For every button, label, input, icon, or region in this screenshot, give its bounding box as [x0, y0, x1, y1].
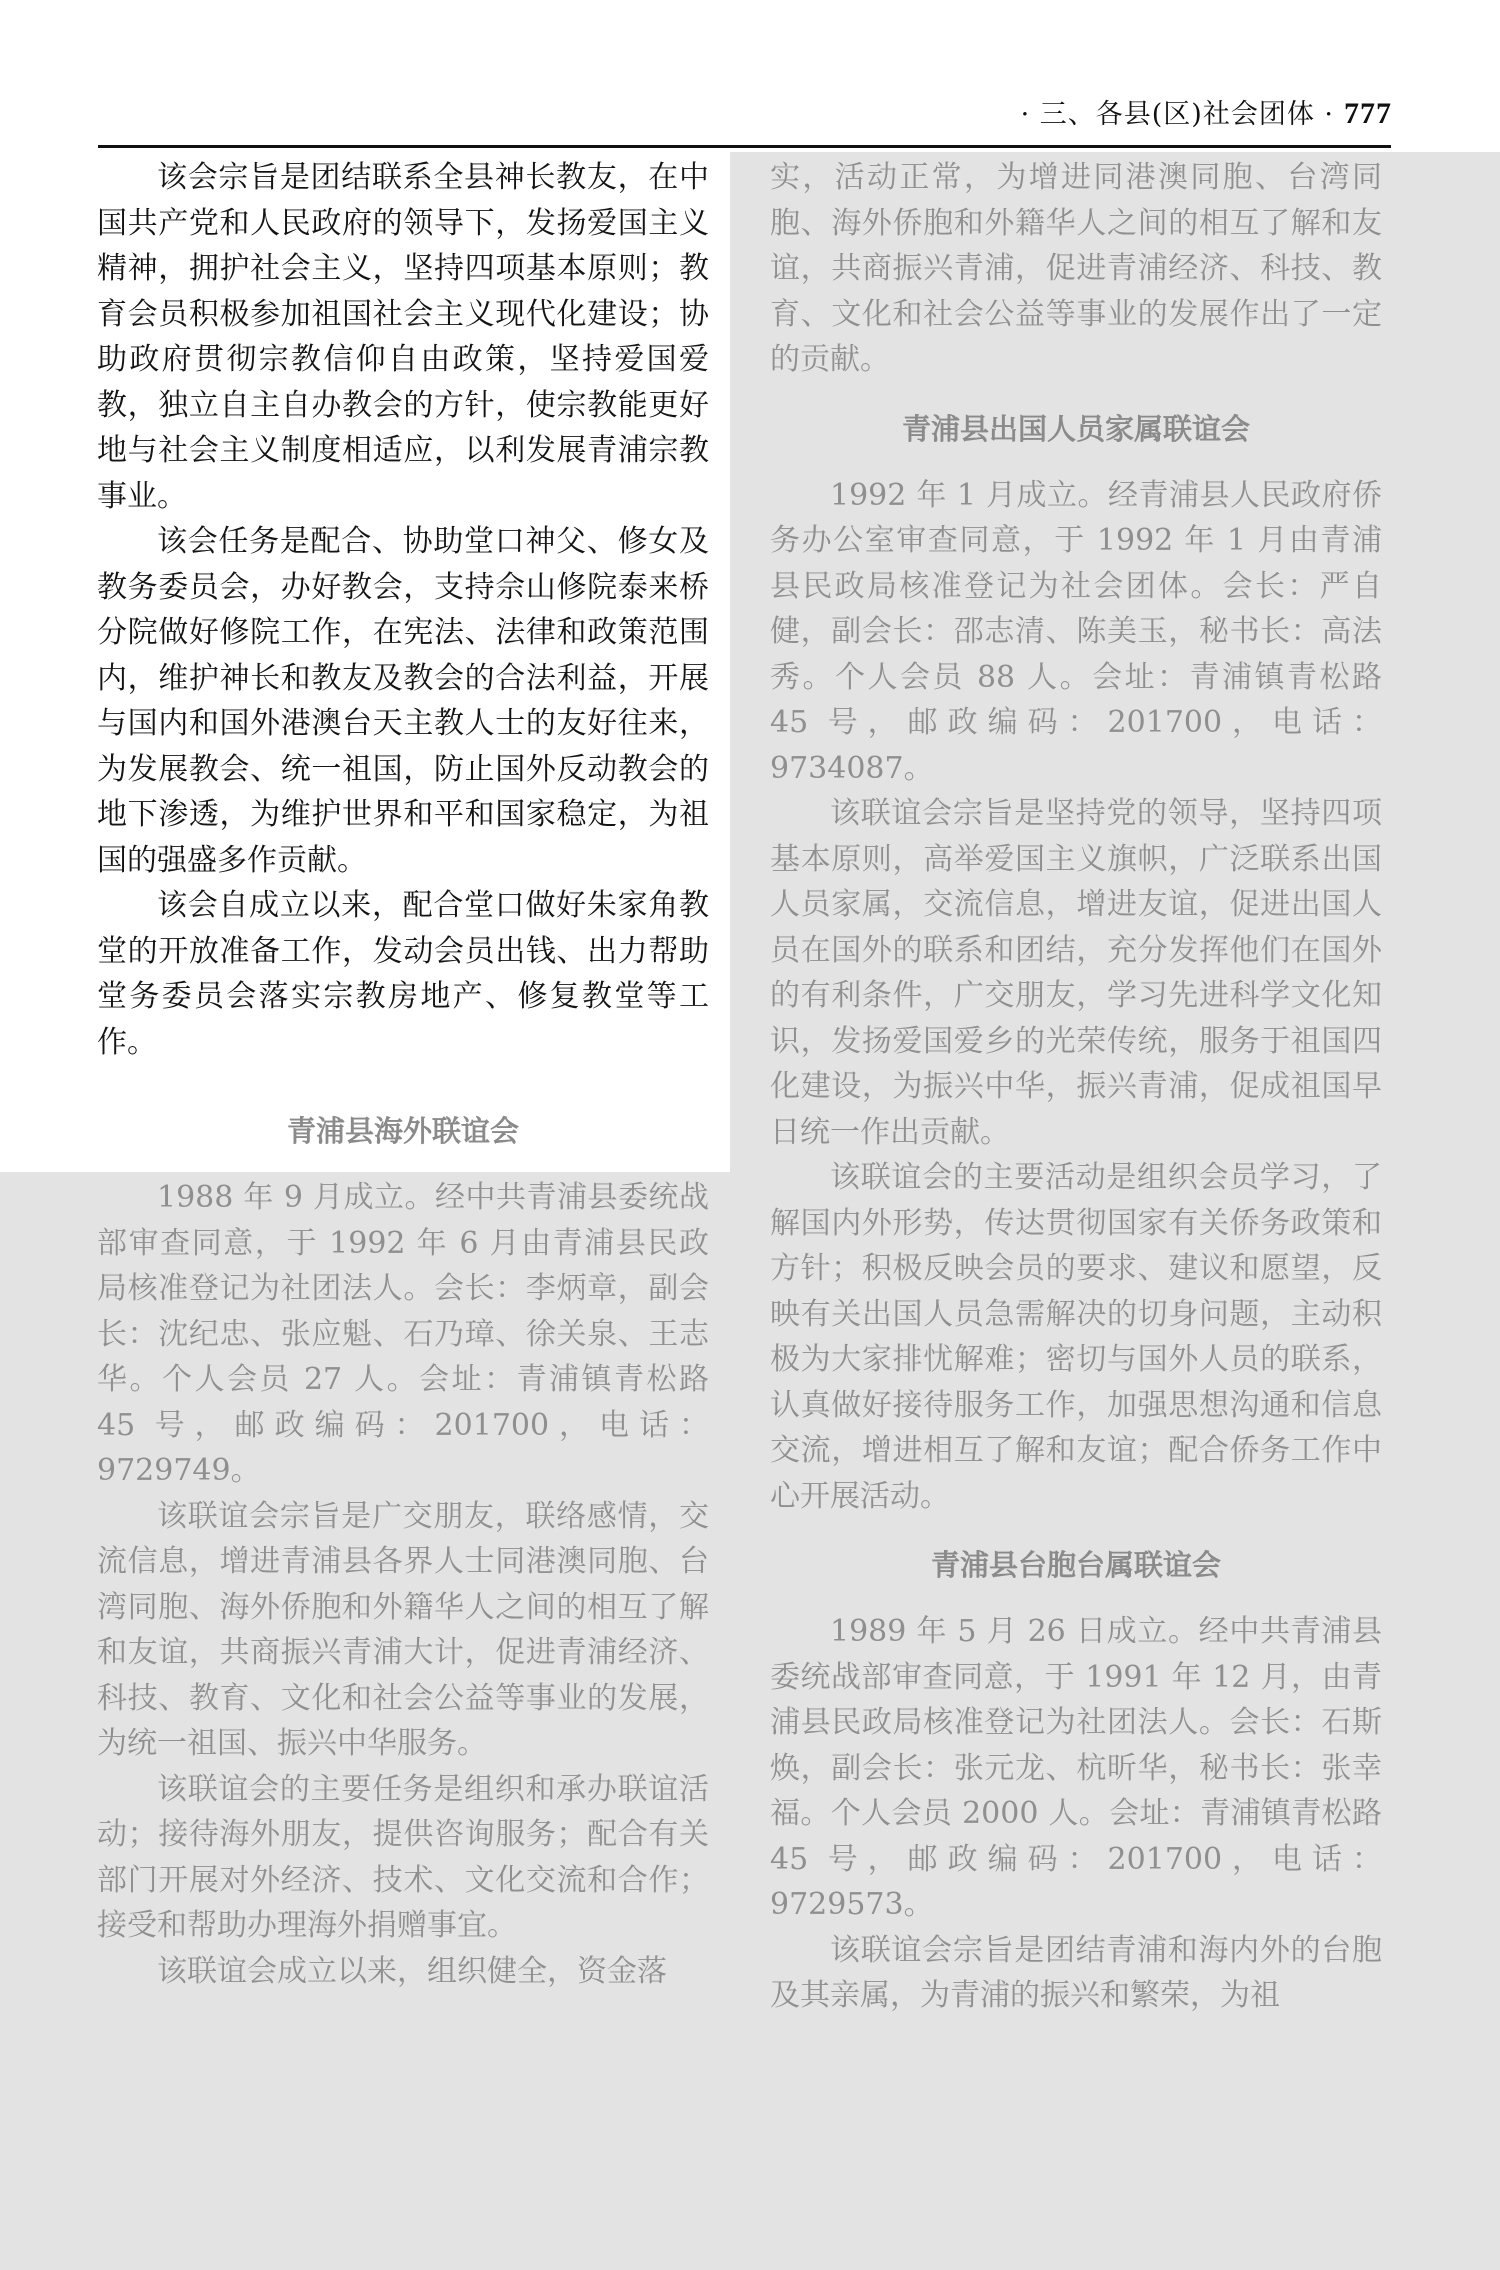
spacer — [97, 1065, 709, 1085]
paragraph: 1988 年 9 月成立。经中共青浦县委统战部审查同意，于 1992 年 6 月由青浦县民政局核准登记为社团法人。会长：李炳章，副会长：沈纪忠、张应魁、石乃璋、徐关泉、王志华。个人会员 27 人。会址：青浦镇青松路 45 号，邮政编码：201700，电话：9729749。 — [97, 1180, 709, 1488]
paragraph: 实，活动正常，为增进同港澳同胞、台湾同胞、海外侨胞和外籍华人之间的相互了解和友谊，共商振兴青浦，促进青浦经济、科技、教育、文化和社会公益等事业的发展作出了一定的贡献。 — [770, 160, 1382, 377]
paragraph: 该联谊会的主要任务是组织和承办联谊活动；接待海外朋友，提供咨询服务；配合有关部门开展对外经济、技术、文化交流和合作；接受和帮助办理海外捐赠事宜。 — [97, 1771, 709, 1943]
section-heading-taiwan: 青浦县台胞台属联谊会 — [930, 1548, 1221, 1582]
paragraph: 该会宗旨是团结联系全县神长教友，在中国共产党和人民政府的领导下，发扬爱国主义精神，拥护社会主义，坚持四项基本原则；教育会员积极参加祖国社会主义现代化建设；协助政府贯彻宗教信仰自由政策，坚持爱国爱教，独立自主自办教会的方针，使宗教能更好地与社会主义制度相适应，以利发展青浦宗教事业。 — [97, 160, 709, 514]
running-head — [1021, 92, 1392, 131]
right-column — [770, 155, 1382, 2019]
paragraph: 该联谊会宗旨是坚持党的领导，坚持四项基本原则，高举爱国主义旗帜，广泛联系出国人员家属，交流信息，增进友谊，促进出国人员在国外的联系和团结，充分发挥他们在国外的有利条件，广交朋友，学习先进科学文化知识，发扬爱国爱乡的光荣传统，服务于祖国四化建设，为振兴中华，振兴青浦，促成祖国早日统一作出贡献。 — [770, 796, 1382, 1150]
paragraph: 该会自成立以来，配合堂口做好朱家角教堂的开放准备工作，发动会员出钱、出力帮助堂务委员会落实宗教房地产、修复教堂等工作。 — [97, 888, 709, 1060]
paragraph: 1989 年 5 月 26 日成立。经中共青浦县委统战部审查同意，于 1991 年 12 月，由青浦县民政局核准登记为社团法人。会长：石斯焕，副会长：张元龙、杭昕华，秘书长：张幸福。个人会员 2000 人。会址：青浦镇青松路 45 号，邮政编码：201700，电话：9729573。 — [770, 1614, 1382, 1922]
paragraph: 1992 年 1 月成立。经青浦县人民政府侨务办公室审查同意，于 1992 年 1 月由青浦县民政局核准登记为社会团体。会长：严自健，副会长：邵志清、陈美玉，秘书长：高法秀。个人会员 88 人。会址：青浦镇青松路 45 号，邮政编码：201700，电话：9734087。 — [770, 477, 1382, 786]
page-number: 777 — [1344, 97, 1392, 130]
paragraph: 该联谊会宗旨是广交朋友，联络感情，交流信息，增进青浦县各界人士同港澳同胞、台湾同胞、海外侨胞和外籍华人之间的相互了解和友谊，共商振兴青浦大计，促进青浦经济、科技、教育、文化和社会公益等事业的发展，为统一祖国、振兴中华服务。 — [97, 1498, 709, 1761]
paragraph: 该联谊会宗旨是团结青浦和海内外的台胞及其亲属，为青浦的振兴和繁荣，为祖 — [770, 1932, 1382, 2013]
paragraph: 该会任务是配合、协助堂口神父、修女及教务委员会，办好教会，支持佘山修院泰来桥分院做好修院工作，在宪法、法律和政策范围内，维护神长和教友及教会的合法利益，开展与国内和国外港澳台天主教人士的友好往来，为发展教会、统一祖国，防止国外反动教会的地下渗透，为维护世界和平和国家稳定，为祖国的强盛多作贡献。 — [97, 524, 709, 878]
header-rule — [98, 145, 1391, 148]
section-title: · 三、各县(区)社会团体 · — [1020, 99, 1334, 130]
section-heading-family: 青浦县出国人员家属联谊会 — [901, 411, 1250, 446]
paragraph: 该联谊会成立以来，组织健全，资金落 — [157, 1953, 667, 1989]
left-column — [97, 155, 709, 1994]
paragraph: 该联谊会的主要活动是组织会员学习，了解国内外形势，传达贯彻国家有关侨务政策和方针；积极反映会员的要求、建议和愿望，反映有关出国人员急需解决的切身问题，主动积极为大家排忧解难；密切与国外人员的联系，认真做好接待服务工作，加强思想沟通和信息交流，增进相互了解和友谊；配合侨务工作中心开展活动。 — [770, 1160, 1382, 1514]
section-heading-overseas: 青浦县海外联谊会 — [286, 1114, 519, 1148]
